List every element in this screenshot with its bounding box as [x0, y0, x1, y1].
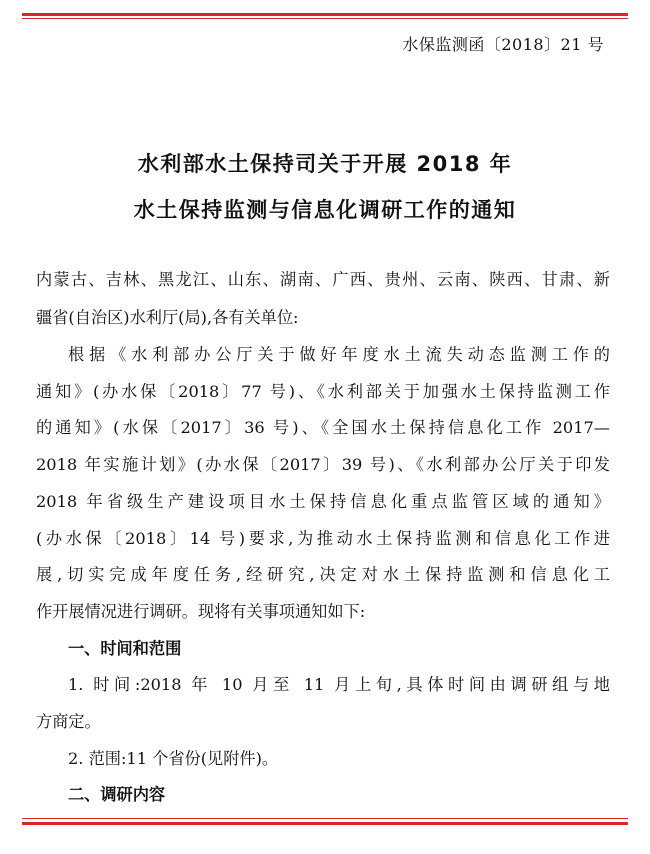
paragraph-line: 通知》(办水保〔2018〕77 号)、《水利部关于加强水土保持监测工作 — [36, 382, 610, 401]
section-heading-content: 二、调研内容 — [68, 785, 166, 804]
bottom-red-rule-thick — [22, 822, 628, 825]
paragraph-line: 2018 年实施计划》(办水保〔2017〕39 号)、《水利部办公厅关于印发 — [36, 455, 610, 474]
paragraph-line: 根据《水利部办公厅关于做好年度水土流失动态监测工作的 — [68, 345, 610, 364]
paragraph-line: 展,切实完成年度任务,经研究,决定对水土保持监测和信息化工 — [36, 565, 610, 584]
paragraph-line: 的通知》(水保〔2017〕36 号)、《全国水土保持信息化工作 2017— — [36, 418, 610, 437]
document-number: 水保监测函〔2018〕21 号 — [402, 35, 604, 54]
title-line-1: 水利部水土保持司关于开展 2018 年 — [137, 152, 513, 176]
top-red-rule-thick — [22, 13, 628, 16]
paragraph-line: (办水保〔2018〕14 号)要求,为推动水土保持监测和信息化工作进 — [36, 529, 610, 548]
item-scope: 2. 范围:11 个省份(见附件)。 — [68, 749, 279, 768]
paragraph-line: 作开展情况进行调研。现将有关事项通知如下: — [36, 602, 366, 621]
paragraph-line: 2018 年省级生产建设项目水土保持信息化重点监管区域的通知》 — [36, 492, 610, 511]
section-heading-time-scope: 一、时间和范围 — [68, 639, 182, 658]
bottom-red-rule-thin — [22, 818, 628, 819]
top-red-rule-thin — [22, 18, 628, 19]
addressee-line-1: 内蒙古、吉林、黑龙江、山东、湖南、广西、贵州、云南、陕西、甘肃、新 — [36, 270, 610, 289]
title-line-2: 水土保持监测与信息化调研工作的通知 — [133, 198, 517, 222]
item-time-line-1: 1. 时间:2018 年 10 月至 11 月上旬,具体时间由调研组与地 — [68, 675, 610, 694]
addressee-line-2: 疆省(自治区)水利厅(局),各有关单位: — [36, 308, 299, 327]
item-time-line-2: 方商定。 — [36, 712, 101, 731]
